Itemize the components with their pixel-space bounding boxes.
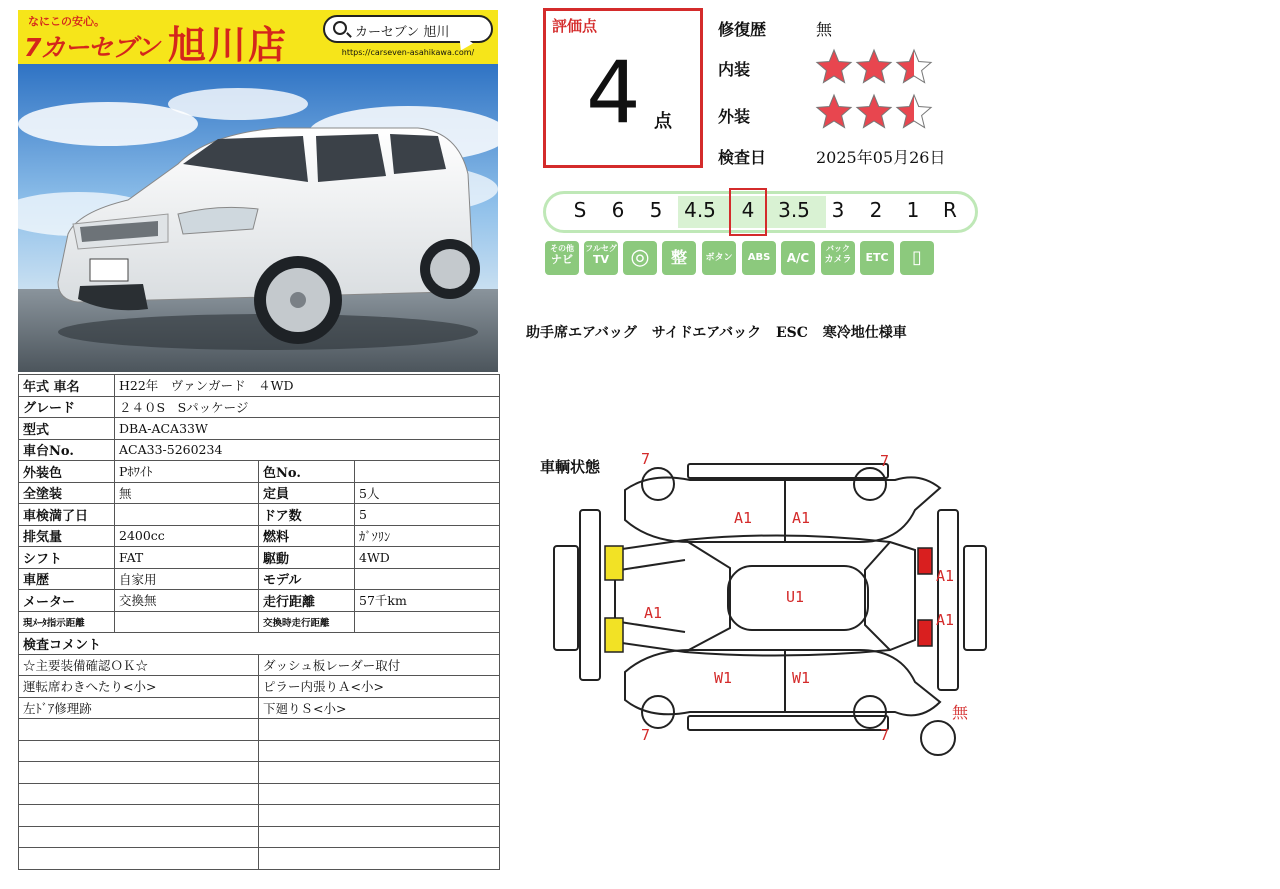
repaint-label: 全塗装 (19, 482, 115, 504)
displacement-label: 排気量 (19, 525, 115, 547)
damage-mark: A1 (734, 509, 753, 527)
color-no-value (355, 461, 500, 483)
store-url: https://carseven-asahikawa.com/ (341, 48, 475, 57)
grade-scale (543, 191, 978, 233)
grade-cell: 5 (649, 198, 663, 222)
table-row (19, 504, 500, 526)
damage-mark: A1 (792, 509, 811, 527)
table-row (19, 633, 500, 655)
damage-mark: A1 (936, 567, 955, 585)
chassis-label: 車台No. (19, 439, 115, 461)
grade-cell: 2 (869, 198, 883, 222)
fuel-value: ｶﾞｿﾘﾝ (355, 525, 500, 547)
table-row (19, 568, 500, 590)
abs-icon: ABS (742, 241, 776, 275)
damage-mark: A1 (644, 604, 663, 622)
shift-value: FAT (115, 547, 259, 569)
comment-cell (19, 762, 259, 784)
comment-cell (259, 826, 500, 848)
table-row (19, 418, 500, 440)
exterior-star (817, 95, 851, 128)
tire-mark: 7 (641, 726, 651, 744)
back-camera-icon: バック カメラ (821, 241, 855, 275)
comment-row (19, 783, 500, 805)
grade-label: グレード (19, 396, 115, 418)
comment-cell: ダッシュ板レーダー取付 (259, 654, 500, 676)
score-box (543, 8, 703, 168)
tire-mark: 7 (641, 450, 651, 468)
score-unit: 点 (654, 111, 672, 132)
tire-mark: 7 (880, 726, 890, 744)
mileage-label: 走行距離 (259, 590, 355, 612)
keyless-icon: ▯ (900, 241, 934, 275)
model-value (355, 568, 500, 590)
smart-key-icon: ボタン (702, 241, 736, 275)
spare-mark: 無 (952, 703, 969, 722)
table-row (19, 375, 500, 397)
comment-cell (259, 719, 500, 741)
comment-cell: ☆主要装備確認ＯＫ☆ (19, 654, 259, 676)
grade-cell: 4 (741, 198, 755, 222)
history-label: 車歴 (19, 568, 115, 590)
comment-cell: 下廻りＳ<小> (259, 697, 500, 719)
year-model-label: 年式 車名 (19, 375, 115, 397)
grade-value: ２４０S Sパッケージ (115, 396, 500, 418)
doors-label: ドア数 (259, 504, 355, 526)
comment-cell (259, 762, 500, 784)
comment-row (19, 697, 500, 719)
capacity-value: 5人 (355, 482, 500, 504)
comment-cell (19, 848, 259, 870)
comment-row (19, 805, 500, 827)
comment-label: 検査コメント (19, 633, 500, 655)
capacity-label: 定員 (259, 482, 355, 504)
options-list: 助手席エアバッグ サイドエアバック ESC 寒冷地仕様車 (526, 325, 907, 341)
table-row (19, 461, 500, 483)
comment-cell (19, 805, 259, 827)
repair-label: 修復歴 (718, 20, 767, 39)
meter-label: メーター (19, 590, 115, 612)
color-value: Pﾎﾜｲﾄ (115, 461, 259, 483)
aluminum-wheel-icon: ◎ (623, 241, 657, 275)
comment-cell (19, 740, 259, 762)
damage-mark: U1 (786, 588, 805, 606)
inspection-date: 2025年05月26日 (816, 148, 946, 167)
comment-cell: ピラー内張りＡ<小> (259, 676, 500, 698)
color-label: 外装色 (19, 461, 115, 483)
mileage-value: 57千km (355, 590, 500, 612)
etc-icon: ETC (860, 241, 894, 275)
comment-cell (259, 740, 500, 762)
grade-cell: S (573, 198, 587, 222)
diagram-title: 車輌状態 (540, 458, 601, 476)
type-label: 型式 (19, 418, 115, 440)
comment-cell (19, 719, 259, 741)
meter-shown-value (115, 611, 259, 633)
table-row (19, 396, 500, 418)
exterior-star (897, 95, 931, 128)
chassis-value: ACA33-5260234 (115, 439, 500, 461)
selected-grade-marker (729, 188, 767, 236)
drive-label: 駆動 (259, 547, 355, 569)
exterior-label: 外装 (718, 107, 751, 126)
comment-row (19, 762, 500, 784)
inspection-label: 検査日 (718, 148, 767, 167)
shaken-value (115, 504, 259, 526)
color-no-label: 色No. (259, 461, 355, 483)
damage-mark: W1 (792, 669, 811, 687)
interior-label: 内装 (718, 60, 751, 79)
store-banner (18, 10, 498, 64)
grade-cell: 3 (831, 198, 845, 222)
history-value: 自家用 (115, 568, 259, 590)
banner-slogan: なにこの安心。 (28, 15, 105, 28)
displacement-value: 2400cc (115, 525, 259, 547)
table-row (19, 547, 500, 569)
maintenance-icon: 整 (662, 241, 696, 275)
comment-cell (259, 805, 500, 827)
comment-row (19, 848, 500, 870)
tv-icon: フルセグ TV (584, 241, 618, 275)
score-label: 評価点 (552, 17, 598, 35)
comment-row (19, 654, 500, 676)
store-name: 旭川店 (168, 23, 289, 64)
model-label: モデル (259, 568, 355, 590)
table-row (19, 439, 500, 461)
interior-star (817, 50, 851, 83)
shift-label: シフト (19, 547, 115, 569)
grade-cell: 1 (906, 198, 920, 222)
comment-cell: 左ﾄﾞｱ修理跡 (19, 697, 259, 719)
car-photo (18, 64, 498, 372)
drive-value: 4WD (355, 547, 500, 569)
interior-stars (814, 48, 940, 86)
grade-cell: 3.5 (778, 198, 810, 222)
table-row (19, 482, 500, 504)
exterior-star (857, 95, 891, 128)
meter-swap-label: 交換時走行距離 (259, 611, 355, 633)
table-row (19, 611, 500, 633)
repair-value: 無 (816, 20, 833, 39)
repaint-value: 無 (115, 482, 259, 504)
shaken-label: 車検満了日 (19, 504, 115, 526)
spec-table (18, 374, 500, 870)
comment-row (19, 826, 500, 848)
type-value: DBA-ACA33W (115, 418, 500, 440)
comment-row (19, 740, 500, 762)
interior-star (857, 50, 891, 83)
search-icon (333, 21, 347, 35)
damage-mark: A1 (936, 611, 955, 629)
damage-mark: W1 (714, 669, 733, 687)
tire-mark: 7 (880, 452, 890, 470)
comment-row (19, 676, 500, 698)
interior-star (897, 50, 931, 83)
table-row (19, 525, 500, 547)
search-text: カーセブン 旭川 (355, 25, 450, 40)
grade-cell: R (943, 198, 957, 222)
exterior-stars (814, 93, 940, 131)
meter-value: 交換無 (115, 590, 259, 612)
score-value: 4 (586, 43, 641, 143)
brand-logo: 7カーセブン (24, 33, 159, 62)
meter-swap-value (355, 611, 500, 633)
comment-cell (19, 826, 259, 848)
fuel-label: 燃料 (259, 525, 355, 547)
doors-value: 5 (355, 504, 500, 526)
year-model-value: H22年 ヴァンガード ４WD (115, 375, 500, 397)
grade-cell: 4.5 (684, 198, 716, 222)
grade-cell: 6 (611, 198, 625, 222)
table-row (19, 590, 500, 612)
ac-icon: A/C (781, 241, 815, 275)
comment-cell (19, 783, 259, 805)
vehicle-diagram (540, 450, 990, 760)
meter-shown-label: 現ﾒｰﾀ指示距離 (19, 611, 115, 633)
comment-cell (259, 783, 500, 805)
comment-cell (259, 848, 500, 870)
comment-cell: 運転席わきへたり<小> (19, 676, 259, 698)
nav-icon: その他 ナビ (545, 241, 579, 275)
comment-row (19, 719, 500, 741)
